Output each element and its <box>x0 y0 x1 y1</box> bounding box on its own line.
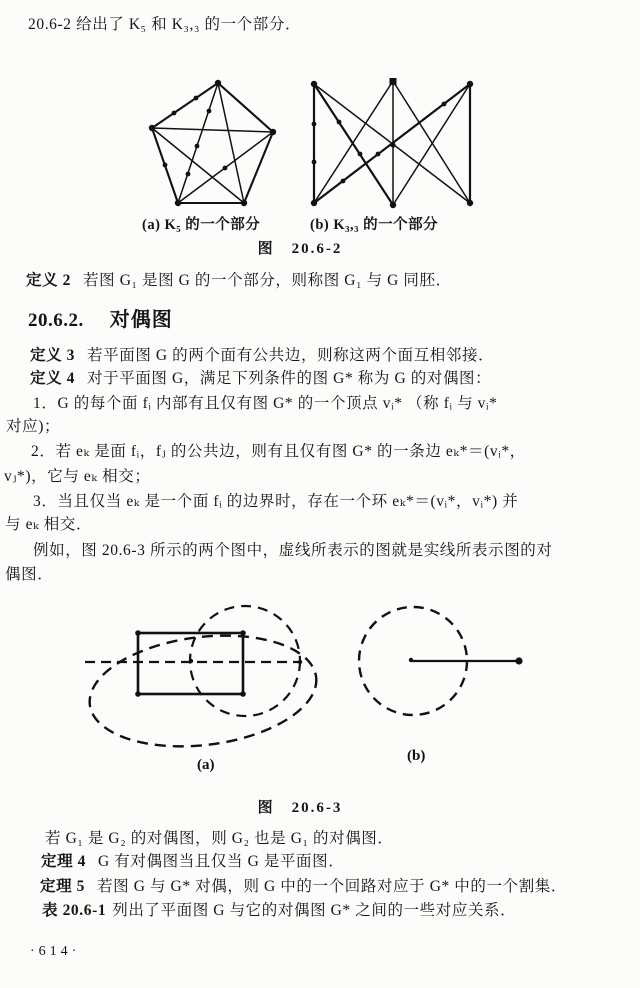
figure-263-label-a: (a) <box>197 757 215 773</box>
theorem-5-body: 若图 G 与 G* 对偶，则 G 中的一个回路对应于 G* 中的一个割集． <box>97 878 568 895</box>
figure-262-caption-b: (b) K₃,₃ 的一个部分 <box>310 217 439 233</box>
figure-262-caption-a: (a) K₅ 的一个部分 <box>142 217 261 233</box>
theorem-5-head: 定理 5 <box>40 878 86 895</box>
graph-a-vertices <box>135 630 302 697</box>
condition-3-line-1: 3．当且仅当 eₖ 是一个面 fᵢ 的边界时，存在一个环 eₖ*＝(vᵢ*，vᵢ*) 并 <box>33 493 519 510</box>
definition-2-body: 若图 G₁ 是图 G 的一个部分，则称图 G₁ 与 G 同胚． <box>83 272 452 289</box>
figure-262-title: 图 20.6-2 <box>257 241 343 257</box>
theorem-4-body: G 有对偶图当且仅当 G 是平面图． <box>98 853 345 870</box>
section-number: 20.6.2. <box>28 310 84 331</box>
theorem-5 <box>40 878 567 897</box>
condition-2-line-2: vⱼ*)，它与 eₖ 相交； <box>4 468 151 485</box>
k33-vertices <box>311 78 473 208</box>
definition-3 <box>30 347 494 366</box>
primal-rectangle <box>138 633 243 694</box>
definition-4-body: 对于平面图 G，满足下列条件的图 G* 称为 G 的对偶图： <box>87 370 492 387</box>
condition-2-line-1: 2．若 eₖ 是面 fᵢ，fⱼ 的公共边，则有且仅有图 G* 的一条边 eₖ*＝(vᵢ*， <box>31 443 526 460</box>
example-paragraph-line-2: 偶图． <box>5 566 54 583</box>
definition-3-body: 若平面图 G 的两个面有公共边，则称这两个面互相邻接． <box>87 347 495 364</box>
page-number: ·614· <box>30 944 81 959</box>
section-heading <box>28 303 173 332</box>
dual-graph-figure <box>70 592 590 787</box>
table-reference-head: 表 20.6-1 <box>42 902 107 919</box>
definition-4-head: 定义 4 <box>30 370 76 387</box>
dual-symmetry-paragraph: 若 G₁ 是 G₂ 的对偶图，则 G₂ 也是 G₁ 的对偶图． <box>45 830 394 847</box>
figure-263-title: 图 20.6-3 <box>257 800 343 816</box>
table-reference-body: 列出了平面图 G 与它的对偶图 G* 之间的一些对应关系． <box>112 902 517 919</box>
theorem-4-head: 定理 4 <box>41 853 87 870</box>
condition-1-line-2: 对应)； <box>6 418 61 435</box>
k5-graph <box>138 77 290 211</box>
example-paragraph-line-1: 例如，图 20.6-3 所示的两个图中，虚线所表示的图就是实线所表示图的对 <box>33 542 553 559</box>
k33-graph <box>305 77 480 212</box>
section-title: 对偶图 <box>109 309 173 331</box>
condition-1-line-1: 1．G 的每个面 fᵢ 内部有且仅有图 G* 的一个顶点 vᵢ* （称 fᵢ 与 vᵢ* <box>33 395 498 412</box>
definition-3-head: 定义 3 <box>30 347 76 364</box>
figure-263-label-b: (b) <box>407 748 426 764</box>
table-reference <box>42 902 516 921</box>
k5-diagonals <box>152 83 273 203</box>
dual-edge-outer-ellipse <box>83 624 322 759</box>
definition-2-head: 定义 2 <box>26 272 72 289</box>
condition-3-line-2: 与 eₖ 相交． <box>5 516 93 533</box>
theorem-4 <box>41 853 344 872</box>
intro-paragraph: 20.6-2 给出了 K₅ 和 K₃,₃ 的一个部分． <box>28 16 302 33</box>
definition-4 <box>30 370 491 389</box>
dual-example-a <box>83 606 322 773</box>
dual-example-b <box>359 607 523 764</box>
definition-2 <box>26 272 452 291</box>
